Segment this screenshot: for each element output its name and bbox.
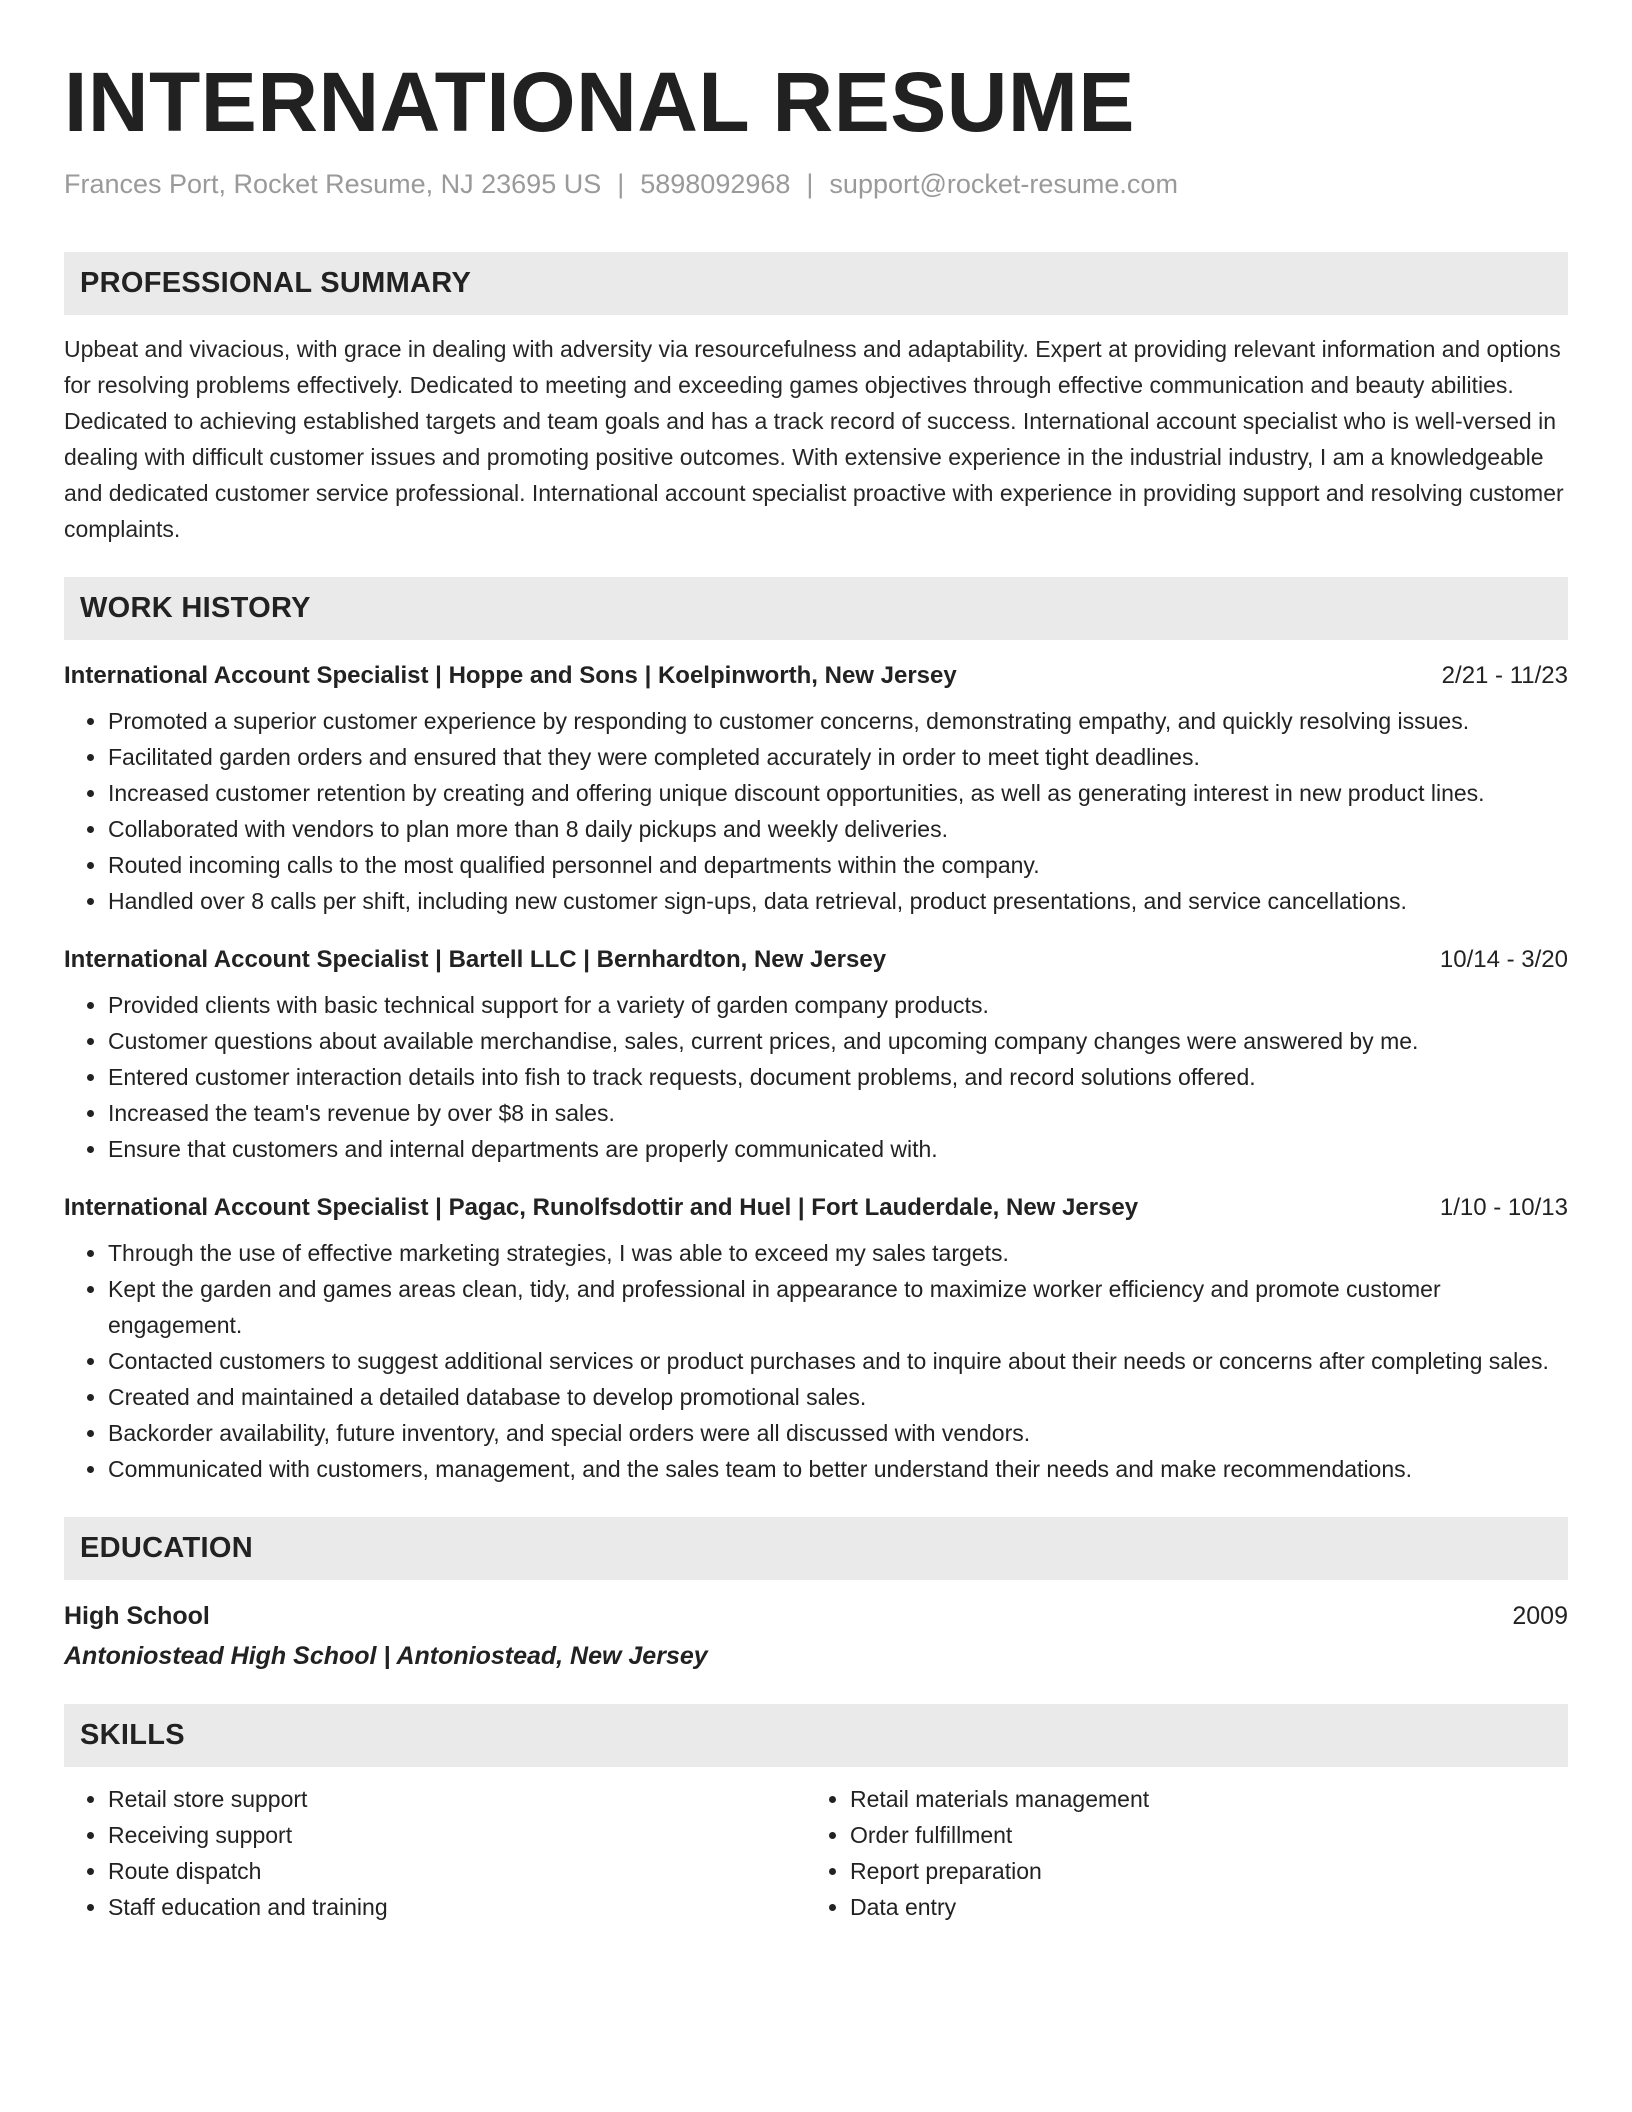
job-bullet: • Promoted a superior customer experience by responding to customer concerns, demonstrating empathy, and quickly resolving issues. [108, 703, 1568, 739]
contact-line [64, 166, 1568, 202]
job-bullet: • Customer questions about available merchandise, sales, current prices, and upcoming company changes were answered by me. [108, 1023, 1568, 1059]
job-bullets [64, 703, 1568, 919]
job-bullets [64, 1235, 1568, 1487]
job-bullet: • Increased customer retention by creating and offering unique discount opportunities, as well as generating interest in new product lines. [108, 775, 1568, 811]
job-entry [64, 943, 1568, 1167]
job-bullet: • Handled over 8 calls per shift, including new customer sign-ups, data retrieval, product presentations, and service cancellations. [108, 883, 1568, 919]
job-bullets [64, 987, 1568, 1167]
job-bullet: • Through the use of effective marketing strategies, I was able to exceed my sales targets. [108, 1235, 1568, 1271]
summary-heading: PROFESSIONAL SUMMARY [80, 267, 472, 299]
skill-item: • Route dispatch [108, 1853, 806, 1889]
contact-phone: 5898092968 [640, 169, 791, 199]
skill-item: • Retail store support [108, 1781, 806, 1817]
skills-column-left [64, 1781, 806, 1925]
education-year: 2009 [1512, 1602, 1568, 1630]
job-bullet: • Ensure that customers and internal departments are properly communicated with. [108, 1131, 1568, 1167]
skill-item: • Report preparation [850, 1853, 1548, 1889]
job-bullet: • Collaborated with vendors to plan more than 8 daily pickups and weekly deliveries. [108, 811, 1568, 847]
skills-heading: SKILLS [80, 1719, 185, 1751]
work-heading: WORK HISTORY [80, 592, 311, 624]
work-section-header [64, 577, 1568, 640]
skills-grid [64, 1781, 1568, 1925]
job-bullet: • Contacted customers to suggest additional services or product purchases and to inquire about their needs or concerns after completing sales. [108, 1343, 1568, 1379]
job-entry [64, 1191, 1568, 1487]
job-bullet: • Provided clients with basic technical support for a variety of garden company products. [108, 987, 1568, 1023]
skills-column-right [806, 1781, 1548, 1925]
contact-separator: | [617, 169, 625, 199]
job-dates: 10/14 - 3/20 [1439, 946, 1568, 973]
job-bullet: • Backorder availability, future inventory, and special orders were all discussed with vendors. [108, 1415, 1568, 1451]
job-title: International Account Specialist | Bartell LLC | Bernhardton, New Jersey [64, 946, 887, 973]
work-history-list [64, 659, 1568, 1487]
job-dates: 1/10 - 10/13 [1439, 1194, 1568, 1221]
job-bullet: • Entered customer interaction details into fish to track requests, document problems, and record solutions offered. [108, 1059, 1568, 1095]
job-header [64, 943, 1568, 977]
contact-separator: | [806, 169, 814, 199]
contact-email: support@rocket-resume.com [829, 169, 1178, 199]
job-bullet: • Increased the team's revenue by over $8 in sales. [108, 1095, 1568, 1131]
skill-item: • Receiving support [108, 1817, 806, 1853]
job-title: International Account Specialist | Pagac, Runolfsdottir and Huel | Fort Lauderdale, New Jersey [64, 1194, 1139, 1221]
job-entry [64, 659, 1568, 919]
resume-name: INTERNATIONAL RESUME [64, 55, 1135, 149]
education-school: Antoniostead High School | Antoniostead, New Jersey [64, 1642, 708, 1670]
job-header [64, 1191, 1568, 1225]
job-bullet: • Communicated with customers, management, and the sales team to better understand their needs and make recommendations. [108, 1451, 1568, 1487]
job-bullet: • Routed incoming calls to the most qualified personnel and departments within the company. [108, 847, 1568, 883]
skill-item: • Order fulfillment [850, 1817, 1548, 1853]
job-bullet: • Created and maintained a detailed database to develop promotional sales. [108, 1379, 1568, 1415]
contact-address: Frances Port, Rocket Resume, NJ 23695 US [64, 169, 602, 199]
skill-item: • Staff education and training [108, 1889, 806, 1925]
skills-section-header [64, 1704, 1568, 1767]
summary-text: Upbeat and vivacious, with grace in dealing with adversity via resourcefulness and adaptability. Expert at providing relevant information and options for resolving problems effectively. Dedicated to meeting and exceeding games objectives through effective communication and beauty abilities. Dedicated to achieving established targets and team goals and has a track record of success. International account specialist who is well-versed in dealing with difficult customer issues and promoting positive outcomes. With extensive experience in the industrial industry, I am a knowledgeable and dedicated customer service professional. International account specialist proactive with experience in providing support and resolving customer complaints. [64, 336, 1564, 542]
job-header [64, 659, 1568, 693]
skill-item: • Data entry [850, 1889, 1548, 1925]
education-section-header [64, 1517, 1568, 1580]
education-heading: EDUCATION [80, 1532, 253, 1564]
job-title: International Account Specialist | Hoppe and Sons | Koelpinworth, New Jersey [64, 662, 957, 689]
skill-item: • Retail materials management [850, 1781, 1548, 1817]
job-bullet: • Kept the garden and games areas clean, tidy, and professional in appearance to maximize worker efficiency and promote customer engagement. [108, 1271, 1568, 1343]
education-row [64, 1598, 1568, 1634]
job-dates: 2/21 - 11/23 [1441, 662, 1568, 689]
resume-page [64, 52, 1568, 1925]
summary-section-header [64, 252, 1568, 315]
job-bullet: • Facilitated garden orders and ensured that they were completed accurately in order to meet tight deadlines. [108, 739, 1568, 775]
education-degree: High School [64, 1602, 210, 1630]
